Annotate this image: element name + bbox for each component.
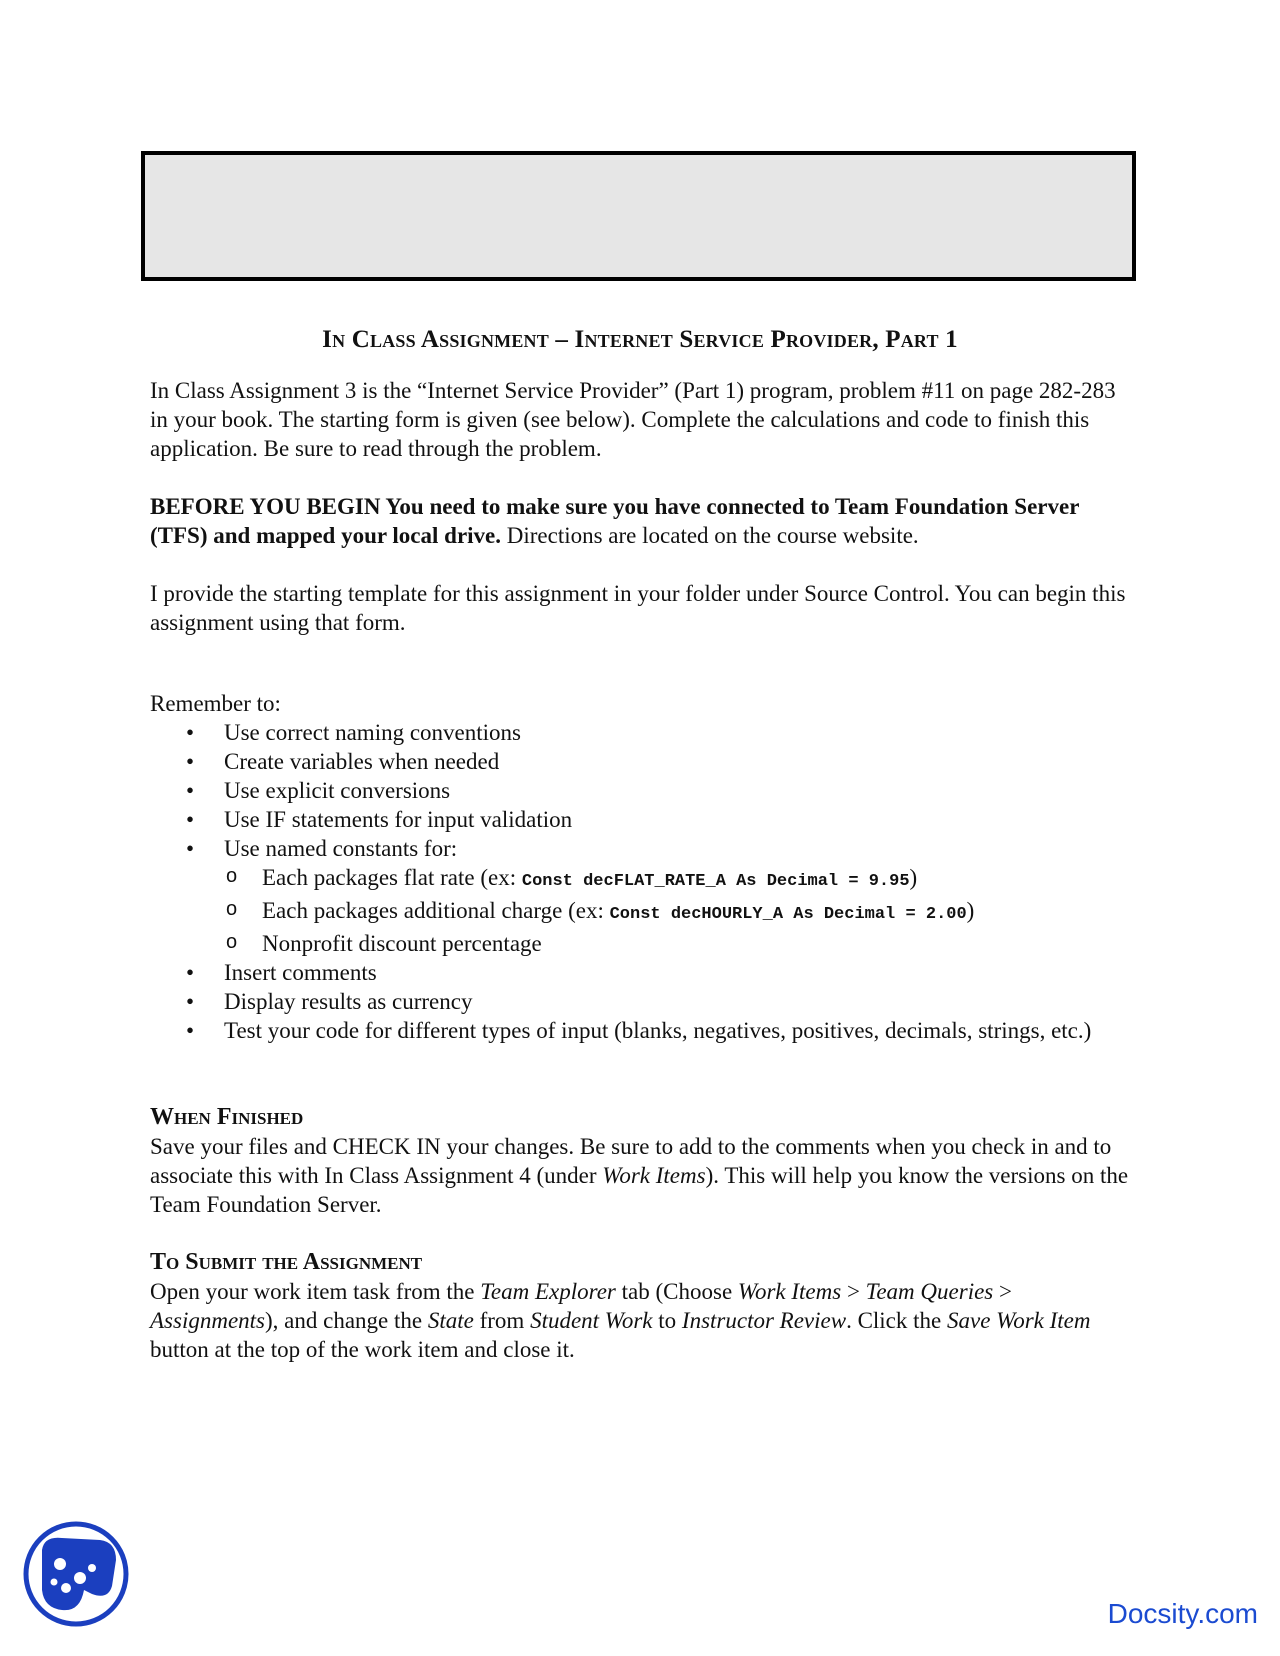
list-item: • Insert comments xyxy=(224,958,1130,987)
submit-text: Open your work item task from the xyxy=(150,1279,481,1304)
team-explorer-term: Team Explorer xyxy=(480,1279,616,1304)
page-title: In Class Assignment – Internet Service Provider, Part 1 xyxy=(322,326,958,353)
when-finished-heading: When Finished xyxy=(150,1104,304,1130)
list-item xyxy=(224,834,1130,958)
before-you-begin-bold: BEFORE YOU BEGIN You need to make sure you have connected to Team Foundation Server (TFS) and mapped your local drive. xyxy=(150,494,1079,548)
submit-text: button at the top of the work item and close it. xyxy=(150,1337,575,1362)
header-box xyxy=(141,151,1136,281)
when-finished-text-1: Save your files and CHECK IN your changes. Be sure to add to the comments when you check in and to associate this with In Class Assignment 4 (under xyxy=(150,1134,1112,1188)
remember-list xyxy=(150,718,1130,1045)
state-term: State xyxy=(427,1308,474,1333)
when-finished-paragraph xyxy=(150,1132,1130,1219)
to-submit-paragraph xyxy=(150,1277,1130,1364)
student-work-term: Student Work xyxy=(530,1308,653,1333)
hourly-code: Const decHOURLY_A As Decimal = 2.00 xyxy=(609,905,967,924)
submit-text: to xyxy=(652,1308,682,1333)
template-note-paragraph: I provide the starting template for this assignment in your folder under Source Control. You can begin this assignment using that form. xyxy=(150,581,1126,635)
save-work-item-term: Save Work Item xyxy=(947,1308,1091,1333)
named-constants-sublist xyxy=(224,863,1130,958)
work-items-term: Work Items xyxy=(737,1279,842,1304)
instructor-review-term: Instructor Review xyxy=(681,1308,847,1333)
list-item: • Create variables when needed xyxy=(224,747,1130,776)
flat-rate-text: Each packages flat rate (ex: xyxy=(262,865,522,890)
submit-text: . Click the xyxy=(846,1308,947,1333)
separator: > xyxy=(993,1279,1012,1304)
submit-text: tab (Choose xyxy=(615,1279,738,1304)
close-paren: ) xyxy=(909,865,918,890)
list-item: • Test your code for different types of input (blanks, negatives, positives, decimals, strings, etc.) xyxy=(224,1016,1130,1045)
docsity-brand-link[interactable]: Docsity.com xyxy=(1107,1598,1258,1629)
team-queries-term: Team Queries xyxy=(865,1279,994,1304)
close-paren: ) xyxy=(966,898,975,923)
named-constants-label: Use named constants for: xyxy=(224,836,458,861)
before-you-begin-paragraph xyxy=(150,492,1130,550)
before-you-begin-rest: Directions are located on the course website. xyxy=(501,523,919,548)
assignments-term: Assignments xyxy=(150,1308,265,1333)
list-item: • Use IF statements for input validation xyxy=(224,805,1130,834)
sub-list-item xyxy=(262,863,1130,896)
list-item: • Use explicit conversions xyxy=(224,776,1130,805)
list-item: • Display results as currency xyxy=(224,987,1130,1016)
intro-paragraph: In Class Assignment 3 is the “Internet Service Provider” (Part 1) program, problem #11 on page 282-283 in your book. The starting form is given (see below). Complete the calculations and code to finish this application. Be sure to read through the problem. xyxy=(150,378,1116,461)
list-item: • Use correct naming conventions xyxy=(224,718,1130,747)
flat-rate-code: Const decFLAT_RATE_A As Decimal = 9.95 xyxy=(521,872,910,891)
submit-text: from xyxy=(473,1308,531,1333)
document-body xyxy=(150,325,1130,1364)
sub-list-item: o Nonprofit discount percentage xyxy=(262,929,1130,958)
docsity-logo-icon xyxy=(22,1520,130,1628)
sub-list-item xyxy=(262,896,1130,929)
work-items-term: Work Items xyxy=(602,1163,706,1188)
to-submit-heading: To Submit the Assignment xyxy=(150,1249,423,1275)
when-finished-text-2: ). This will help you know the versions on the Team Foundation Server. xyxy=(150,1163,1129,1217)
submit-text: ), and change the xyxy=(265,1308,428,1333)
separator: > xyxy=(841,1279,866,1304)
hourly-text: Each packages additional charge (ex: xyxy=(262,898,610,923)
remember-label: Remember to: xyxy=(150,691,281,716)
